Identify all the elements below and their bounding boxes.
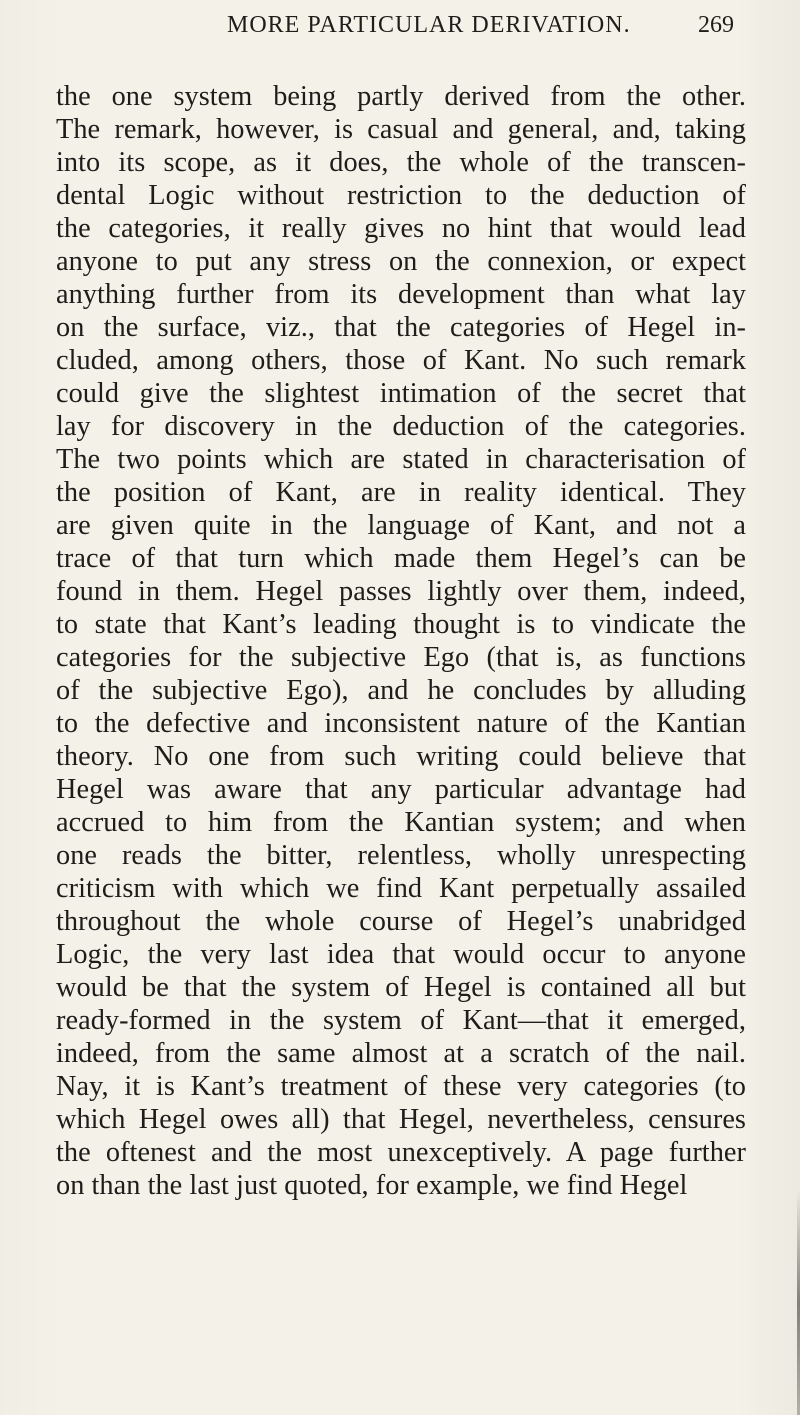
text-line: the position of Kant, are in reality identical. They xyxy=(56,477,746,508)
text-line: The remark, however, is casual and general, and, taking xyxy=(56,114,746,145)
text-line: anything further from its development than what lay xyxy=(56,279,746,310)
text-line: theory. No one from such writing could believe that xyxy=(56,741,746,772)
text-line: cluded, among others, those of Kant. No such remark xyxy=(56,345,746,376)
text-line: anyone to put any stress on the connexion, or expect xyxy=(56,246,746,277)
text-line: are given quite in the language of Kant, and not a xyxy=(56,510,746,541)
text-line: could give the slightest intimation of the secret that xyxy=(56,378,746,409)
text-line: throughout the whole course of Hegel’s unabridged xyxy=(56,906,746,937)
text-line: dental Logic without restriction to the deduction of xyxy=(56,180,746,211)
text-line: trace of that turn which made them Hegel’s can be xyxy=(56,543,746,574)
text-line: Hegel was aware that any particular advantage had xyxy=(56,774,746,805)
text-line: accrued to him from the Kantian system; and when xyxy=(56,807,746,838)
text-line: would be that the system of Hegel is contained all but xyxy=(56,972,746,1003)
text-line: criticism with which we find Kant perpetually assailed xyxy=(56,873,746,904)
text-line: categories for the subjective Ego (that is, as functions xyxy=(56,642,746,673)
running-head: MORE PARTICULAR DERIVATION. xyxy=(227,12,631,38)
text-line: on than the last just quoted, for example, we find Hegel xyxy=(56,1170,688,1201)
text-line: which Hegel owes all) that Hegel, nevertheless, censures xyxy=(56,1104,746,1135)
text-line: the categories, it really gives no hint that would lead xyxy=(56,213,746,244)
text-line: one reads the bitter, relentless, wholly unrespecting xyxy=(56,840,746,871)
text-line: the one system being partly derived from the other. xyxy=(56,81,746,112)
text-line: the oftenest and the most unexceptively. A page further xyxy=(56,1137,746,1168)
text-line: indeed, from the same almost at a scratch of the nail. xyxy=(56,1038,746,1069)
text-line: found in them. Hegel passes lightly over them, indeed, xyxy=(56,576,746,607)
text-line: to the defective and inconsistent nature of the Kantian xyxy=(56,708,746,739)
text-line: into its scope, as it does, the whole of the transcen- xyxy=(56,147,746,178)
text-line: on the surface, viz., that the categories of Hegel in- xyxy=(56,312,746,343)
text-line: Nay, it is Kant’s treatment of these very categories (to xyxy=(56,1071,746,1102)
page-header xyxy=(0,12,800,46)
page-number: 269 xyxy=(698,12,734,38)
text-line: The two points which are stated in characterisation of xyxy=(56,444,746,475)
body-text xyxy=(56,80,746,1202)
text-line: to state that Kant’s leading thought is to vindicate the xyxy=(56,609,746,640)
text-line: ready-formed in the system of Kant—that it emerged, xyxy=(56,1005,746,1036)
text-line: lay for discovery in the deduction of the categories. xyxy=(56,411,746,442)
text-line: Logic, the very last idea that would occur to anyone xyxy=(56,939,746,970)
text-line: of the subjective Ego), and he concludes by alluding xyxy=(56,675,746,706)
